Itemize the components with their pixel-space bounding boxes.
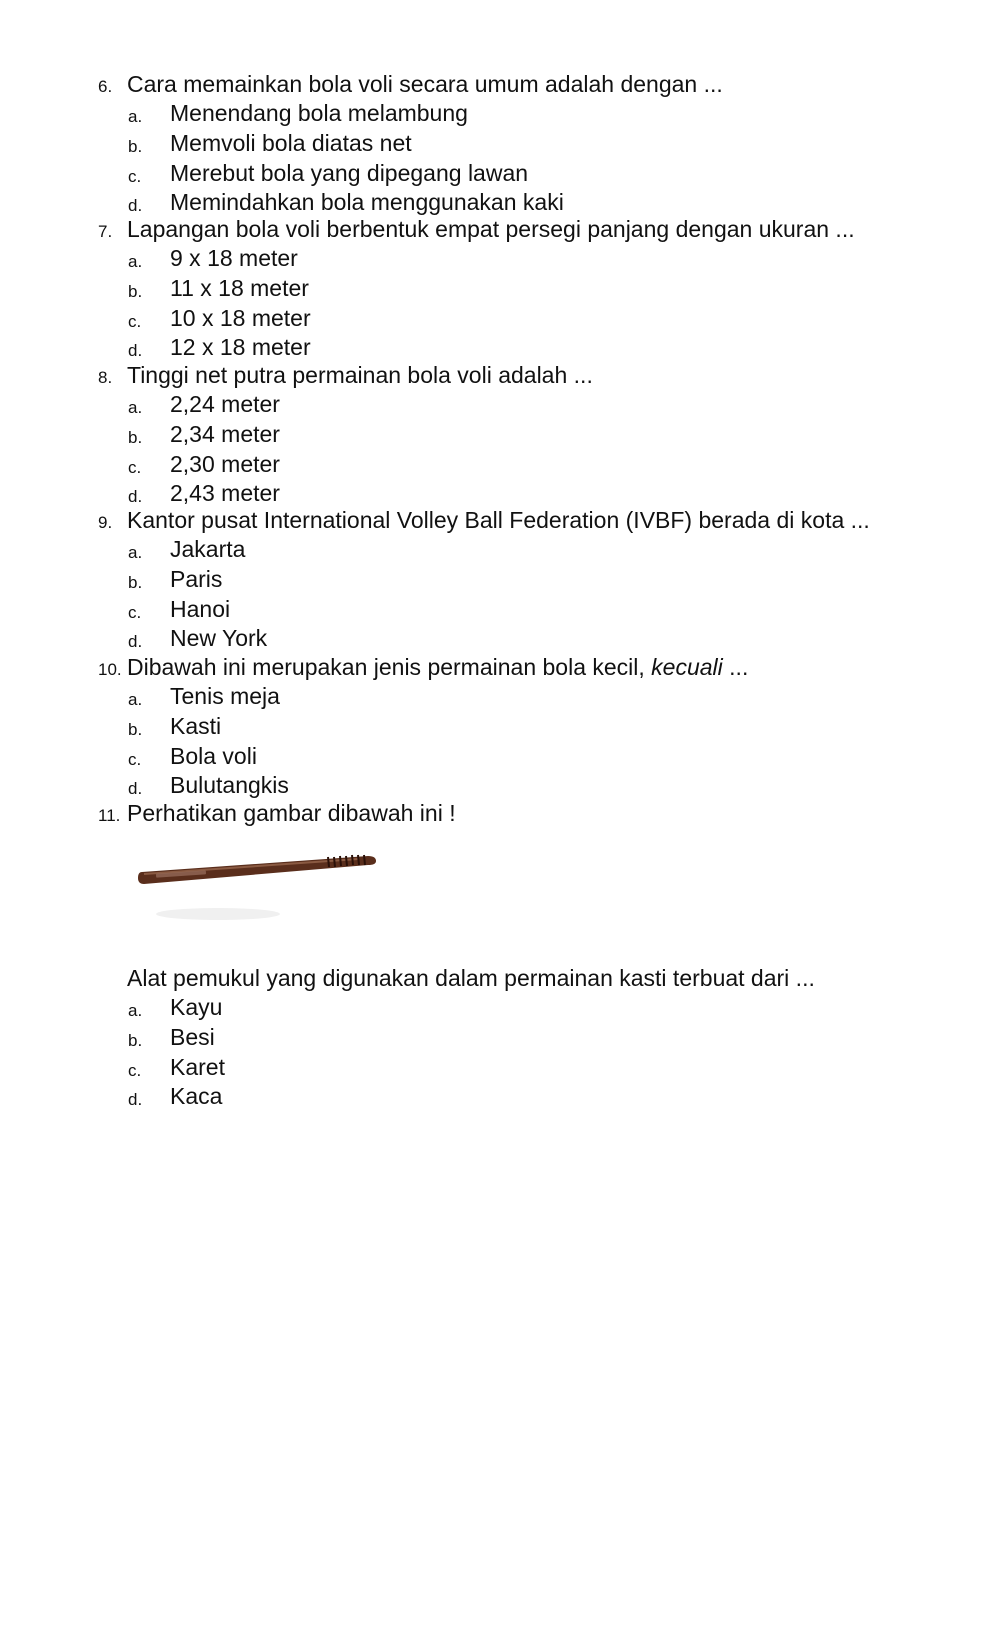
option-letter: d. [128, 632, 143, 652]
option-b[interactable] [98, 421, 978, 451]
option-text: Memvoli bola diatas net [170, 129, 412, 156]
option-b[interactable] [98, 275, 978, 305]
option-letter: c. [128, 457, 142, 477]
option-c[interactable] [98, 160, 978, 190]
option-text: 2,24 meter [170, 391, 280, 417]
option-letter: a. [128, 398, 143, 417]
option-text: Jakarta [170, 536, 246, 562]
option-b[interactable] [98, 566, 978, 596]
option-letter: b. [128, 1030, 143, 1050]
bat-shadow [156, 908, 280, 920]
option-text: Kayu [170, 994, 223, 1020]
option-a[interactable] [98, 683, 978, 713]
option-letter: b. [128, 427, 143, 447]
question-text: Cara memainkan bola voli secara umum adalah dengan ... [127, 71, 723, 97]
option-text: Tenis meja [170, 683, 280, 709]
option-letter: c. [128, 1060, 142, 1080]
option-list [98, 683, 978, 802]
option-list [98, 100, 978, 219]
option-letter: b. [128, 719, 143, 739]
option-text: 2,34 meter [170, 420, 280, 447]
question-8 [98, 361, 978, 510]
option-letter: a. [128, 690, 143, 709]
option-a[interactable] [98, 245, 978, 275]
question-number: 9. [98, 513, 113, 532]
option-letter: b. [128, 572, 143, 592]
option-c[interactable] [98, 596, 978, 626]
option-text: Paris [170, 565, 223, 592]
question-10 [98, 653, 978, 802]
option-b[interactable] [98, 130, 978, 160]
question-number: 10. [98, 660, 122, 679]
option-d[interactable] [98, 334, 978, 364]
question-11-stem [98, 964, 978, 1113]
option-letter: c. [128, 166, 142, 186]
question-9 [98, 506, 978, 655]
question-text-lead: Dibawah ini merupakan jenis permainan bola kecil, [127, 654, 652, 680]
option-b[interactable] [98, 1024, 978, 1054]
option-list [98, 536, 978, 655]
option-text: 11 x 18 meter [170, 274, 309, 301]
question-number: 8. [98, 368, 113, 387]
question-number: 6. [98, 77, 113, 96]
option-text: Merebut bola yang dipegang lawan [170, 159, 529, 186]
option-text: Kasti [170, 712, 222, 739]
option-letter: a. [128, 252, 143, 271]
question-stem-text: Alat pemukul yang digunakan dalam permainan kasti terbuat dari ... [127, 965, 815, 991]
option-text: Memindahkan bola menggunakan kaki [170, 189, 564, 216]
question-6 [98, 70, 978, 219]
option-text: Kaca [170, 1083, 223, 1110]
option-letter: b. [128, 136, 143, 156]
option-d[interactable] [98, 625, 978, 655]
option-letter: c. [128, 749, 142, 769]
question-text: Perhatikan gambar dibawah ini ! [127, 800, 456, 826]
option-text: New York [170, 625, 268, 652]
option-letter: a. [128, 543, 143, 562]
question-11 [98, 799, 978, 829]
option-letter: d. [128, 1090, 143, 1110]
option-list [98, 994, 978, 1113]
option-text: 9 x 18 meter [170, 245, 298, 271]
option-c[interactable] [98, 1054, 978, 1084]
option-letter: c. [128, 311, 142, 331]
option-d[interactable] [98, 1083, 978, 1113]
kasti-bat-image [138, 852, 398, 937]
option-text: 2,43 meter [170, 480, 280, 507]
option-c[interactable] [98, 743, 978, 773]
option-text: 12 x 18 meter [170, 334, 311, 361]
option-letter: a. [128, 1001, 143, 1020]
option-text: Besi [170, 1023, 215, 1050]
option-letter: d. [128, 196, 143, 216]
option-a[interactable] [98, 100, 978, 130]
question-text: Kantor pusat International Volley Ball Federation (IVBF) berada di kota ... [127, 507, 870, 533]
option-d[interactable] [98, 772, 978, 802]
question-text: Tinggi net putra permainan bola voli adalah ... [127, 362, 593, 388]
option-text: Menendang bola melambung [170, 100, 468, 126]
option-text: Bulutangkis [170, 772, 289, 799]
option-letter: d. [128, 487, 143, 507]
option-c[interactable] [98, 305, 978, 335]
option-letter: b. [128, 281, 143, 301]
option-text: 2,30 meter [170, 450, 280, 477]
option-text: Hanoi [170, 595, 231, 622]
question-7 [98, 215, 978, 364]
question-text: Lapangan bola voli berbentuk empat persegi panjang dengan ukuran ... [127, 216, 855, 242]
option-a[interactable] [98, 994, 978, 1024]
option-a[interactable] [98, 391, 978, 421]
option-c[interactable] [98, 451, 978, 481]
option-letter: d. [128, 779, 143, 799]
question-number: 11. [98, 806, 121, 825]
option-letter: d. [128, 341, 143, 361]
option-a[interactable] [98, 536, 978, 566]
option-letter: a. [128, 107, 143, 126]
question-text-emphasis: kecuali [651, 654, 723, 680]
option-list [98, 391, 978, 510]
question-text-tail: ... [722, 654, 749, 680]
option-text: 10 x 18 meter [170, 304, 311, 331]
option-list [98, 245, 978, 364]
question-text [127, 653, 748, 681]
option-letter: c. [128, 602, 142, 622]
option-text: Bola voli [170, 742, 257, 769]
option-text: Karet [170, 1053, 225, 1080]
question-number: 7. [98, 222, 113, 241]
option-b[interactable] [98, 713, 978, 743]
